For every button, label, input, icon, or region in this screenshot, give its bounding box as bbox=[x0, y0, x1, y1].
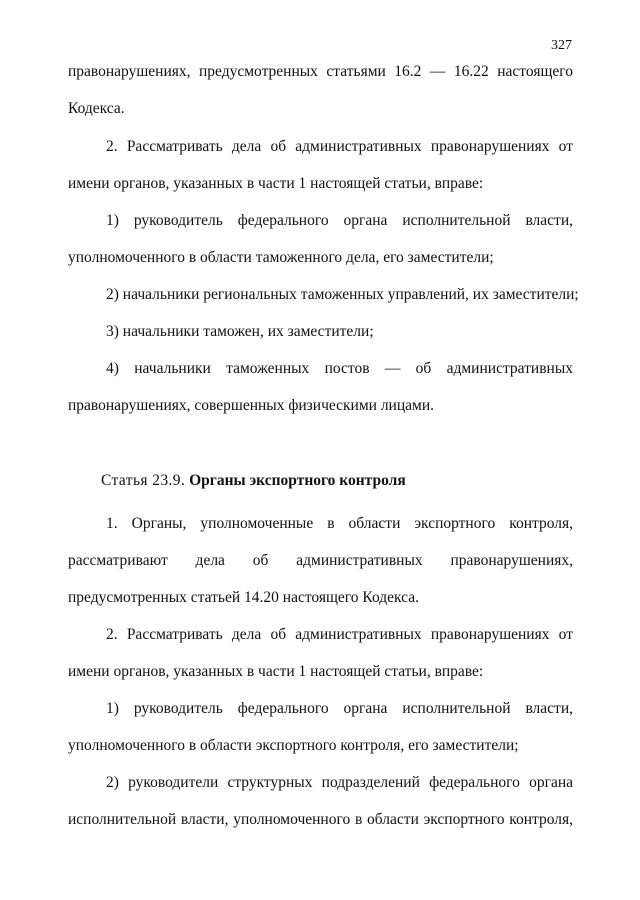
text-line: рассматривают дела об административных правонарушениях, bbox=[68, 552, 573, 569]
text-line: уполномоченного в области таможенного дела, его заместители; bbox=[68, 249, 494, 266]
text-line: Кодекса. bbox=[68, 100, 125, 117]
text-line: предусмотренных статьей 14.20 настоящего Кодекса. bbox=[68, 589, 419, 606]
page-number: 327 bbox=[551, 38, 572, 53]
text-line: 3) начальники таможен, их заместители; bbox=[106, 323, 374, 340]
text-line: 1) руководитель федерального органа исполнительной власти, bbox=[106, 212, 573, 229]
article-heading-prefix: Статья 23.9. bbox=[101, 472, 186, 489]
text-line: 2. Рассматривать дела об административных правонарушениях от bbox=[106, 626, 573, 643]
article-heading-title: Органы экспортного контроля bbox=[189, 472, 406, 489]
text-line: правонарушениях, совершенных физическими лицами. bbox=[68, 397, 435, 414]
text-line: имени органов, указанных в части 1 настоящей статьи, вправе: bbox=[68, 663, 484, 680]
text-line: исполнительной власти, уполномоченного в области экспортного контроля, bbox=[68, 811, 573, 828]
text-line: 2) начальники региональных таможенных управлений, их заместители; bbox=[106, 286, 579, 303]
text-line: 1. Органы, уполномоченные в области экспортного контроля, bbox=[106, 515, 573, 532]
text-line: 4) начальники таможенных постов — об административных bbox=[106, 360, 573, 377]
article-heading bbox=[101, 471, 406, 491]
text-line: 2. Рассматривать дела об административных правонарушениях от bbox=[106, 138, 573, 155]
text-line: уполномоченного в области экспортного контроля, его заместители; bbox=[68, 737, 519, 754]
text-line: 1) руководитель федерального органа исполнительной власти, bbox=[106, 700, 573, 717]
text-line: правонарушениях, предусмотренных статьями 16.2 — 16.22 настоящего bbox=[68, 63, 573, 80]
text-line: имени органов, указанных в части 1 настоящей статьи, вправе: bbox=[68, 175, 484, 192]
text-line: 2) руководители структурных подразделений федерального органа bbox=[106, 774, 573, 791]
